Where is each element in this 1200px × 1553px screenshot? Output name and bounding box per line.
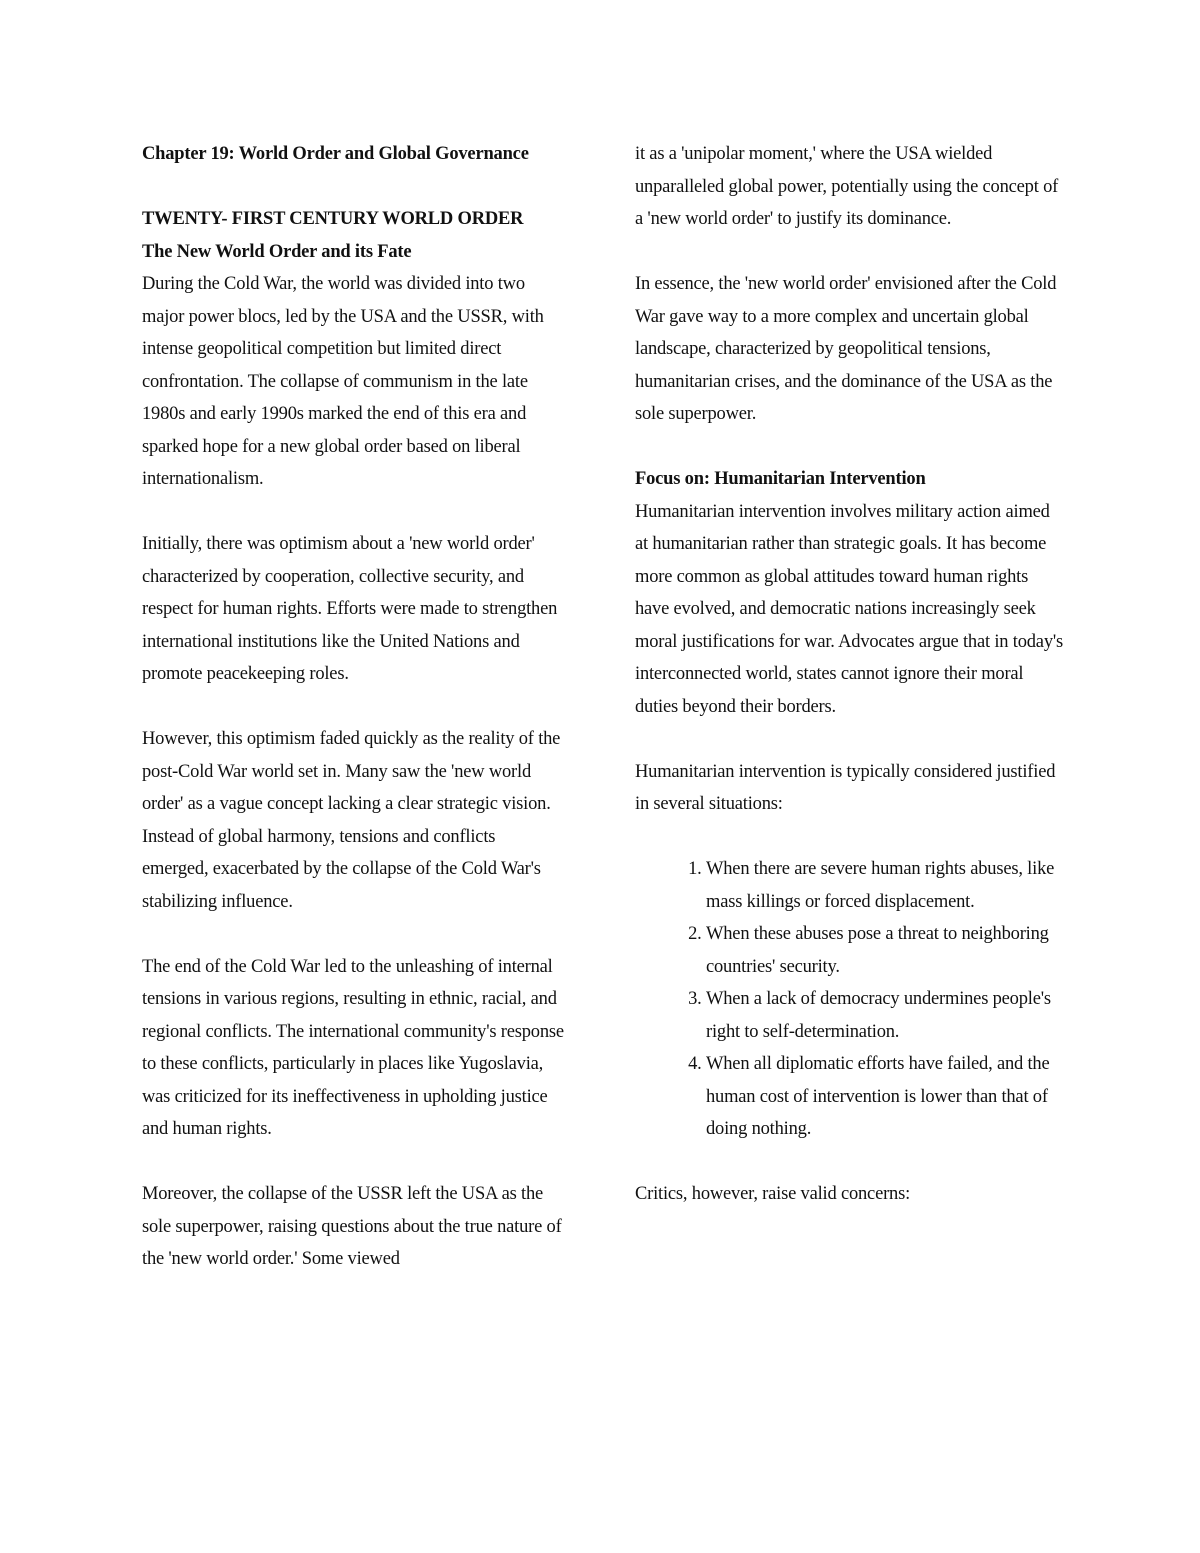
justified-intro: Humanitarian intervention is typically considered justified in several situations: bbox=[635, 761, 1056, 814]
spacer bbox=[142, 1146, 566, 1179]
situations-list bbox=[635, 853, 1063, 1146]
spacer bbox=[635, 821, 1063, 854]
spacer bbox=[142, 918, 566, 951]
essence-paragraph: In essence, the 'new world order' envisioned after the Cold War gave way to a more complex and uncertain global landscape, characterized by geopolitical tensions, humanitarian crises, and the dominance of the USA as the sole superpower. bbox=[635, 274, 1057, 424]
body-paragraph: The end of the Cold War led to the unleashing of internal tensions in various regions, resulting in ethnic, racial, and regional conflicts. The international community's response to these conflicts, particularly in places like Yugoslavia, was criticized for its ineffectiveness in upholding justice and human rights. bbox=[142, 956, 564, 1139]
list-item: 2. When these abuses pose a threat to neighboring countries' security. bbox=[706, 918, 1063, 983]
list-item: 3. When a lack of democracy undermines people's right to self-determination. bbox=[706, 983, 1063, 1048]
spacer bbox=[635, 236, 1063, 269]
spacer bbox=[635, 723, 1063, 756]
body-paragraph: However, this optimism faded quickly as the reality of the post-Cold War world set in. Many saw the 'new world order' as a vague concept lacking a clear strategic vision. Instead of global harmony, tensions and conflicts emerged, exacerbated by the collapse of the Cold War's stabilizing influence. bbox=[142, 729, 561, 912]
spacer bbox=[142, 171, 566, 204]
list-item: 4. When all diplomatic efforts have failed, and the human cost of intervention is lower than that of doing nothing. bbox=[706, 1048, 1063, 1146]
list-item: 1. When there are severe human rights abuses, like mass killings or forced displacement. bbox=[706, 853, 1063, 918]
spacer bbox=[635, 1146, 1063, 1179]
continued-paragraph: it as a 'unipolar moment,' where the USA wielded unparalleled global power, potentially using the concept of a 'new world order' to justify its dominance. bbox=[635, 144, 1059, 229]
right-column bbox=[635, 138, 1063, 1211]
body-paragraph: Moreover, the collapse of the USSR left the USA as the sole superpower, raising questions about the true nature of the 'new world order.' Some viewed bbox=[142, 1184, 562, 1269]
body-paragraph: Initially, there was optimism about a 'new world order' characterized by cooperation, collective security, and respect for human rights. Efforts were made to strengthen international institutions like the United Nations and promote peacekeeping roles. bbox=[142, 534, 558, 684]
spacer bbox=[635, 431, 1063, 464]
spacer bbox=[142, 691, 566, 724]
focus-paragraph: Humanitarian intervention involves military action aimed at humanitarian rather than strategic goals. It has become more common as global attitudes toward human rights have evolved, and democratic nations increasingly seek moral justifications for war. Advocates argue that in today's interconnected world, states cannot ignore their moral duties beyond their borders. bbox=[635, 501, 1064, 717]
critics-line: Critics, however, raise valid concerns: bbox=[635, 1184, 911, 1204]
chapter-title: Chapter 19: World Order and Global Governance bbox=[142, 144, 529, 164]
subsection-heading: The New World Order and its Fate bbox=[142, 241, 412, 262]
focus-heading: Focus on: Humanitarian Intervention bbox=[635, 469, 926, 489]
spacer bbox=[142, 496, 566, 529]
body-paragraph: During the Cold War, the world was divided into two major power blocs, led by the USA and the USSR, with intense geopolitical competition but limited direct confrontation. The collapse of communism in the late 1980s and early 1990s marked the end of this era and sparked hope for a new global order based on liberal internationalism. bbox=[142, 274, 544, 489]
left-column bbox=[142, 138, 566, 1276]
section-heading: TWENTY- FIRST CENTURY WORLD ORDER bbox=[142, 209, 524, 229]
